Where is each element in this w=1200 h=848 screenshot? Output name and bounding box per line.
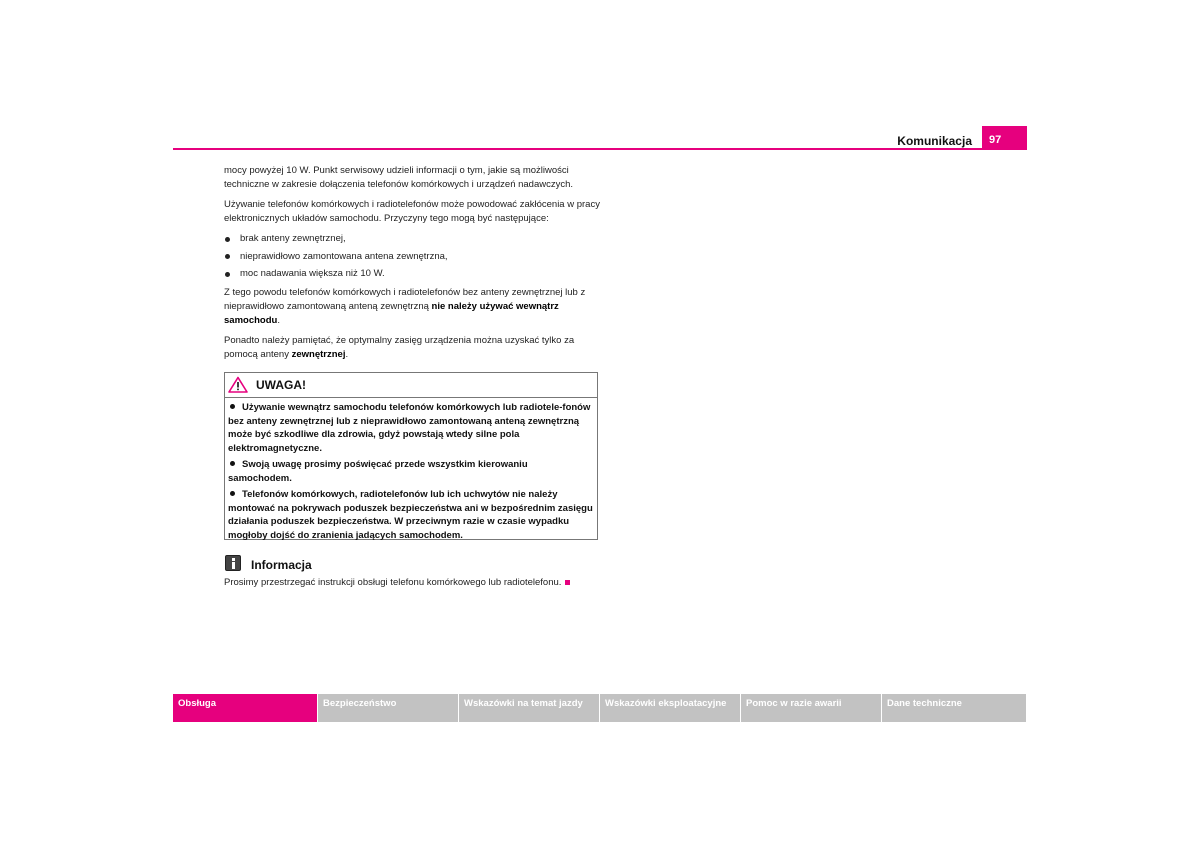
bullet-icon [230,491,235,496]
info-icon [225,555,241,571]
warning-title: UWAGA! [256,378,306,392]
tab-obsluga[interactable]: Obsługa [173,694,317,722]
tab-bezpieczenstwo[interactable]: Bezpieczeństwo [318,694,458,722]
bullet-icon [230,461,235,466]
causes-list [224,232,602,281]
tab-dane-techniczne[interactable]: Dane techniczne [882,694,1026,722]
bullet-icon [230,404,235,409]
list-item: nieprawidłowo zamontowana antena zewnętrzna, [224,250,602,264]
warning-item: Używanie wewnątrz samochodu telefonów komórkowych lub radiotele-fonów bez anteny zewnętrznej lub z nieprawidłowo zamontowaną anteną zewnętrzną może być szkodliwe dla zdrowia, gdyż powstają wtedy silne pola elektromagnetyczne. [228,402,591,454]
end-of-section-icon [565,580,570,585]
warning-triangle-icon [228,376,248,393]
warning-box [224,372,598,540]
chapter-navigation [173,694,1027,722]
info-title: Informacja [251,558,312,572]
list-item: brak anteny zewnętrznej, [224,232,602,246]
tab-wskazowki-jazdy[interactable]: Wskazówki na temat jazdy [459,694,599,722]
main-content [224,164,602,368]
info-text: Prosimy przestrzegać instrukcji obsługi telefonu komórkowego lub radiotelefonu. [224,576,644,589]
tab-wskazowki-eksploatacyjne[interactable]: Wskazówki eksploatacyjne [600,694,740,722]
paragraph-3: Z tego powodu telefonów komórkowych i radiotelefonów bez anteny zewnętrznej lub z nieprawidłowo zamontowaną anteną zewnętrzną nie należy używać wewnątrz samochodu. [224,287,586,326]
bullet-icon [225,272,230,277]
warning-item: Swoją uwagę prosimy poświęcać przede wszystkim kierowaniu samochodem. [228,459,528,484]
warning-item: Telefonów komórkowych, radiotelefonów lub ich uchwytów nie należy montować na pokrywach poduszek bezpieczeństwa ani w bezpośrednim zasięgu działania poduszek bezpieczeństwa. W przeciwnym razie w czasie wypadku mogłoby dojść do zranienia jadących samochodem. [228,489,593,541]
tab-pomoc-awarii[interactable]: Pomoc w razie awarii [741,694,881,722]
warning-header [225,373,597,398]
bullet-icon [225,237,230,242]
paragraph-4: Ponadto należy pamiętać, że optymalny zasięg urządzenia można uzyskać tylko za pomocą anteny zewnętrznej. [224,335,575,360]
list-item: moc nadawania większa niż 10 W. [224,267,602,281]
section-title: Komunikacja [897,134,972,148]
warning-body [225,398,597,542]
header-divider [173,148,1027,150]
page-number: 97 [982,126,1027,149]
paragraph-1: mocy powyżej 10 W. Punkt serwisowy udzieli informacji o tym, jakie są możliwości techniczne w zakresie dołączenia telefonów komórkowych i urządzeń nadawczych. [224,165,574,190]
bullet-icon [225,254,230,259]
paragraph-2: Używanie telefonów komórkowych i radiotelefonów może powodować zakłócenia w pracy elektronicznych układów samochodu. Przyczyny tego mogą być następujące: [224,199,600,224]
